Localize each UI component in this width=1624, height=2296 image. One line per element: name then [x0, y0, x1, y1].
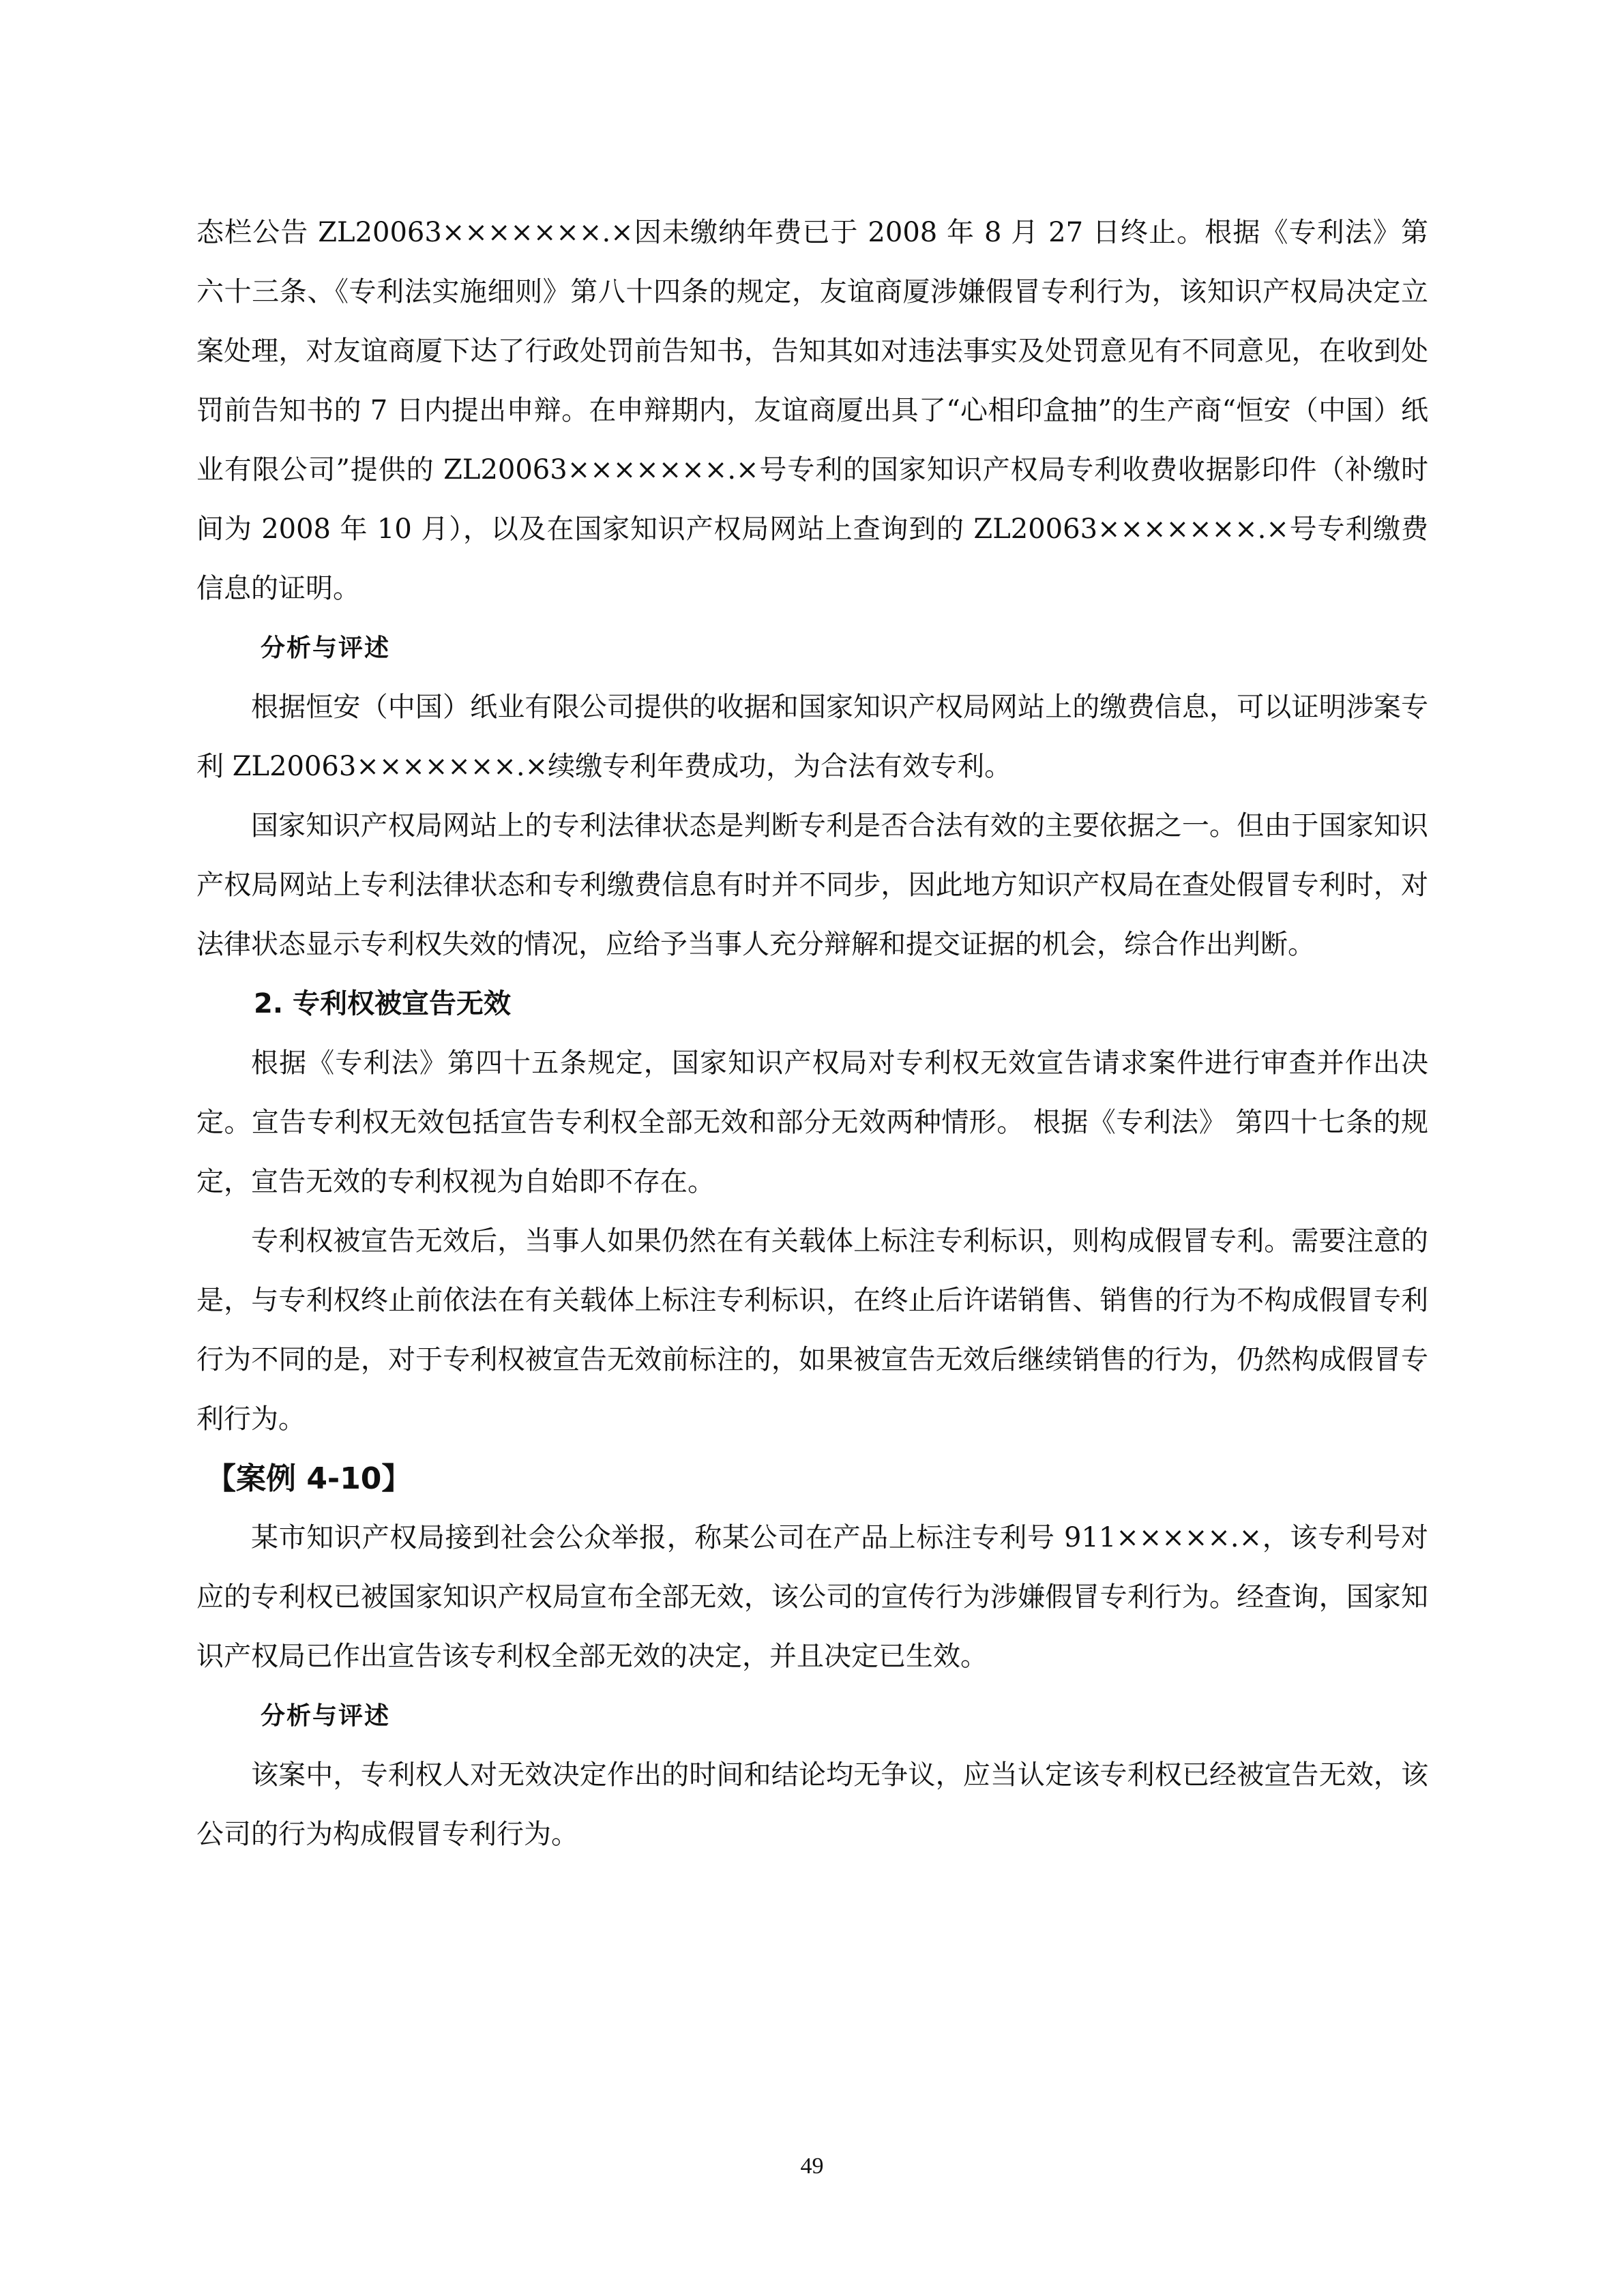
- paragraph-case-continuation: 态栏公告 ZL20063×××××××.×因未缴纳年费已于 2008 年 8 月 27 日终止。根据《专利法》第六十三条、《专利法实施细则》第八十四条的规定，友谊商厦涉嫌假冒专利行为，该知识产权局决定立案处理，对友谊商厦下达了行政处罚前告知书，告知其如对违法事实及处罚意见有不同意见，在收到处罚前告知书的 7 日内提出申辩。在申辩期内，友谊商厦出具了“心相印盒抽”的生产商“恒安（中国）纸业有限公司”提供的 ZL20063×××××××.×号专利的国家知识产权局专利收费收据影印件（补缴时间为 2008 年 10 月），以及在国家知识产权局网站上查询到的 ZL20063×××××××.×号专利缴费信息的证明。: [196, 217, 1428, 604]
- section-heading-invalidation: 2. 专利权被宣告无效: [254, 988, 511, 1019]
- paragraph-case-4-10: 某市知识产权局接到社会公众举报，称某公司在产品上标注专利号 911×××××.×，该专利号对应的专利权已被国家知识产权局宣布全部无效，该公司的宣传行为涉嫌假冒专利行为。经查询，国家知识产权局已作出宣告该专利权全部无效的决定，并且决定已生效。: [196, 1522, 1428, 1672]
- paragraph-article-45: 根据《专利法》第四十五条规定，国家知识产权局对专利权无效宣告请求案件进行审查并作出决定。宣告专利权无效包括宣告专利权全部无效和部分无效两种情形。 根据《专利法》 第四十七条的规定，宣告无效的专利权视为自始即不存在。: [196, 1047, 1428, 1197]
- page-body: [196, 203, 1428, 1864]
- paragraph-case-4-10-analysis: 该案中，专利权人对无效决定作出的时间和结论均无争议，应当认定该专利权已经被宣告无效，该公司的行为构成假冒专利行为。: [196, 1759, 1428, 1850]
- paragraph-analysis-legal-status: 国家知识产权局网站上的专利法律状态是判断专利是否合法有效的主要依据之一。但由于国家知识产权局网站上专利法律状态和专利缴费信息有时并不同步，因此地方知识产权局在查处假冒专利时，对法律状态显示专利权失效的情况，应给予当事人充分辩解和提交证据的机会，综合作出判断。: [196, 810, 1428, 960]
- analysis-heading: 分析与评述: [261, 634, 391, 662]
- paragraph-analysis-conclusion: 根据恒安（中国）纸业有限公司提供的收据和国家知识产权局网站上的缴费信息，可以证明涉案专利 ZL20063×××××××.×续缴专利年费成功，为合法有效专利。: [196, 691, 1428, 782]
- analysis-heading: 分析与评述: [261, 1702, 391, 1730]
- page-number: 49: [800, 2153, 824, 2179]
- paragraph-invalidation-effect: 专利权被宣告无效后，当事人如果仍然在有关载体上标注专利标识，则构成假冒专利。需要注意的是，与专利权终止前依法在有关载体上标注专利标识，在终止后许诺销售、销售的行为不构成假冒专利行为不同的是，对于专利权被宣告无效前标注的，如果被宣告无效后继续销售的行为，仍然构成假冒专利行为。: [196, 1225, 1428, 1435]
- case-heading: 【案例 4-10】: [206, 1461, 412, 1496]
